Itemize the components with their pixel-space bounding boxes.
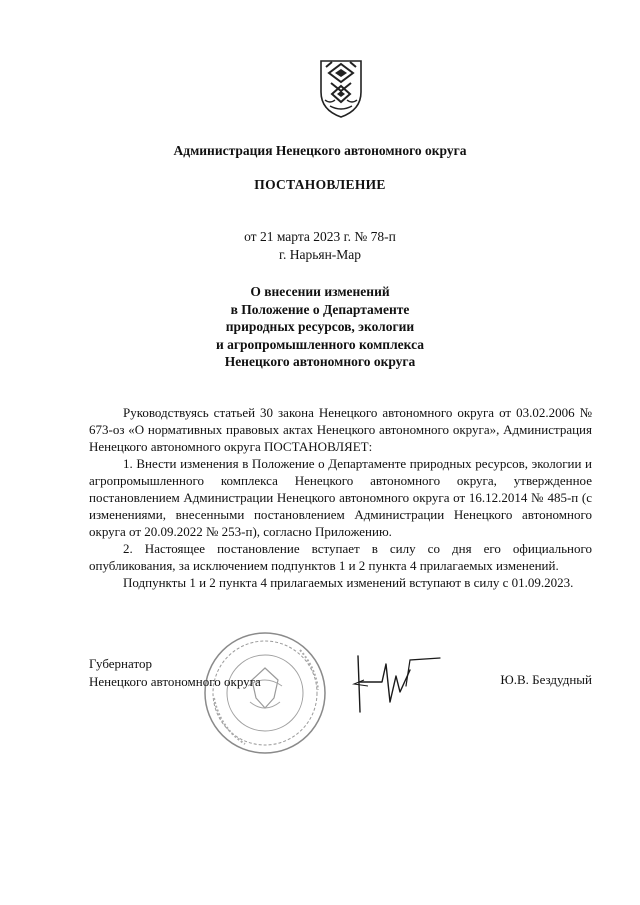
body-paragraph: 1. Внести изменения в Положение о Департаменте природных ресурсов, экологии и агропромышленного комплекса Ненецкого автономного округа, утвержденное постановлением Администрации Ненецкого автономного округа от 16.12.2014 № 485-п (с изменениями, внесенными постановлением Администрации Ненецкого автономного округа от 20.09.2022 № 253-п), согласно Приложению. bbox=[89, 456, 592, 539]
document-type: ПОСТАНОВЛЕНИЕ bbox=[254, 177, 386, 192]
document-body bbox=[89, 404, 592, 591]
signatory-title-line: Губернатор bbox=[89, 656, 152, 671]
document-date-number: от 21 марта 2023 г. № 78-п bbox=[244, 229, 396, 244]
organization-name: Администрация Ненецкого автономного округа bbox=[173, 143, 467, 158]
signatory-title bbox=[89, 655, 261, 690]
body-paragraph: Руководствуясь статьей 30 закона Ненецкого автономного округа от 03.02.2006 № 673-оз «О нормативных правовых актах Ненецкого автономного округа», Администрация Ненецкого автономного округа ПОСТАНОВЛЯЕТ: bbox=[89, 405, 592, 454]
body-paragraph: Подпункты 1 и 2 пункта 4 прилагаемых изменений вступают в силу с 01.09.2023. bbox=[123, 575, 574, 590]
official-seal-stamp-icon bbox=[200, 628, 330, 758]
nenets-coat-of-arms-icon bbox=[318, 58, 364, 120]
document-city: г. Нарьян-Мар bbox=[278, 247, 362, 262]
signatory-name: Ю.В. Бездудный bbox=[500, 672, 592, 687]
body-paragraph: 2. Настоящее постановление вступает в силу со дня его официального опубликования, за исключением подпунктов 1 и 2 пункта 4 прилагаемых изменений. bbox=[89, 541, 592, 573]
signatory-title-line: Ненецкого автономного округа bbox=[89, 673, 261, 689]
handwritten-signature-icon bbox=[352, 652, 442, 724]
subject-line: Ненецкого автономного округа bbox=[224, 354, 416, 369]
document-subject bbox=[0, 283, 640, 371]
subject-line: в Положение о Департаменте bbox=[230, 301, 410, 317]
subject-line: О внесении изменений bbox=[250, 284, 390, 299]
subject-line: природных ресурсов, экологии bbox=[225, 319, 415, 334]
subject-line: и агропромышленного комплекса bbox=[216, 336, 424, 352]
